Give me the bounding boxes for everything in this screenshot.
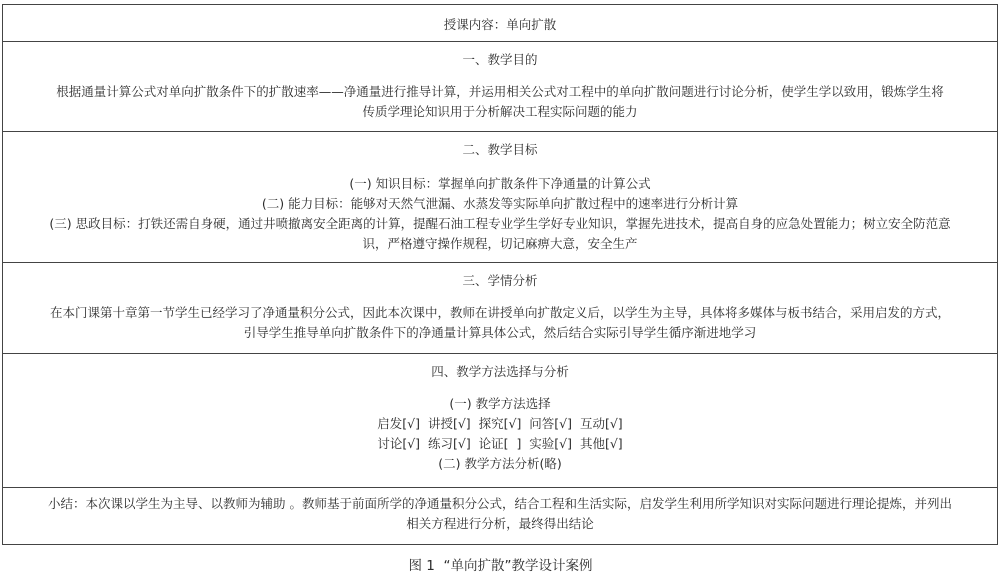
summary-line: 相关方程进行分析，最终得出结论 — [406, 516, 594, 531]
paragraph-line: 在本门课第十章第一节学生已经学习了净通量积分公式，因此本次课中，教师在讲授单向扩散定义后，以学生为主导，具体将多媒体与板书结合，采用启发的方式， — [49, 305, 950, 320]
objective-knowledge: (一) 知识目标：掌握单向扩散条件下净通量的计算公式 — [349, 176, 651, 191]
figure-caption: 图 1 “单向扩散”教学设计案例 — [408, 558, 593, 574]
paragraph-line: 引导学生推导单向扩散条件下的净通量计算具体公式，然后结合实际引导学生循序渐进地学习 — [243, 325, 757, 340]
objective-ability: (二) 能力目标：能够对天然气泄漏、水蒸发等实际单向扩散过程中的速率进行分析计算 — [261, 196, 739, 211]
methods-list-2: 讨论[√] 练习[√] 论证[ ] 实验[√] 其他[√] — [377, 436, 623, 451]
methods-subtitle: (一) 教学方法选择 — [449, 396, 551, 411]
summary-row — [3, 488, 997, 544]
section-title: 三、学情分析 — [462, 273, 538, 288]
objective-ideology: (三) 思政目标：打铁还需自身硬，通过井喷撤离安全距离的计算，提醒石油工程专业学生学好专业知识，掌握先进技术，提高自身的应急处置能力；树立安全防范意 — [49, 216, 951, 231]
lesson-design-table — [2, 4, 998, 545]
section-analysis — [3, 263, 997, 354]
paragraph-line: 根据通量计算公式对单向扩散条件下的扩散速率——净通量进行推导计算，并运用相关公式对工程中的单向扩散问题进行讨论分析，使学生学以致用，锻炼学生将 — [56, 84, 944, 99]
section-title: 四、教学方法选择与分析 — [431, 364, 569, 379]
methods-analysis: (二) 教学方法分析(略) — [438, 456, 562, 471]
topic-row — [3, 5, 997, 42]
section-purpose — [3, 42, 997, 132]
methods-list-1: 启发[√] 讲授[√] 探究[√] 问答[√] 互动[√] — [377, 416, 623, 431]
section-objectives — [3, 132, 997, 263]
section-title: 二、教学目标 — [462, 142, 538, 157]
summary-line: 小结：本次课以学生为主导、以教师为辅助 。教师基于前面所学的净通量积分公式，结合工程和生活实际，启发学生利用所学知识对实际问题进行理论提炼，并列出 — [48, 496, 952, 511]
section-methods — [3, 354, 997, 488]
section-title: 一、教学目的 — [462, 52, 538, 67]
topic-text: 授课内容：单向扩散 — [443, 17, 557, 32]
paragraph-line: 传质学理论知识用于分析解决工程实际问题的能力 — [362, 104, 638, 119]
objective-ideology-cont: 识，严格遵守操作规程，切记麻痹大意，安全生产 — [362, 236, 638, 251]
